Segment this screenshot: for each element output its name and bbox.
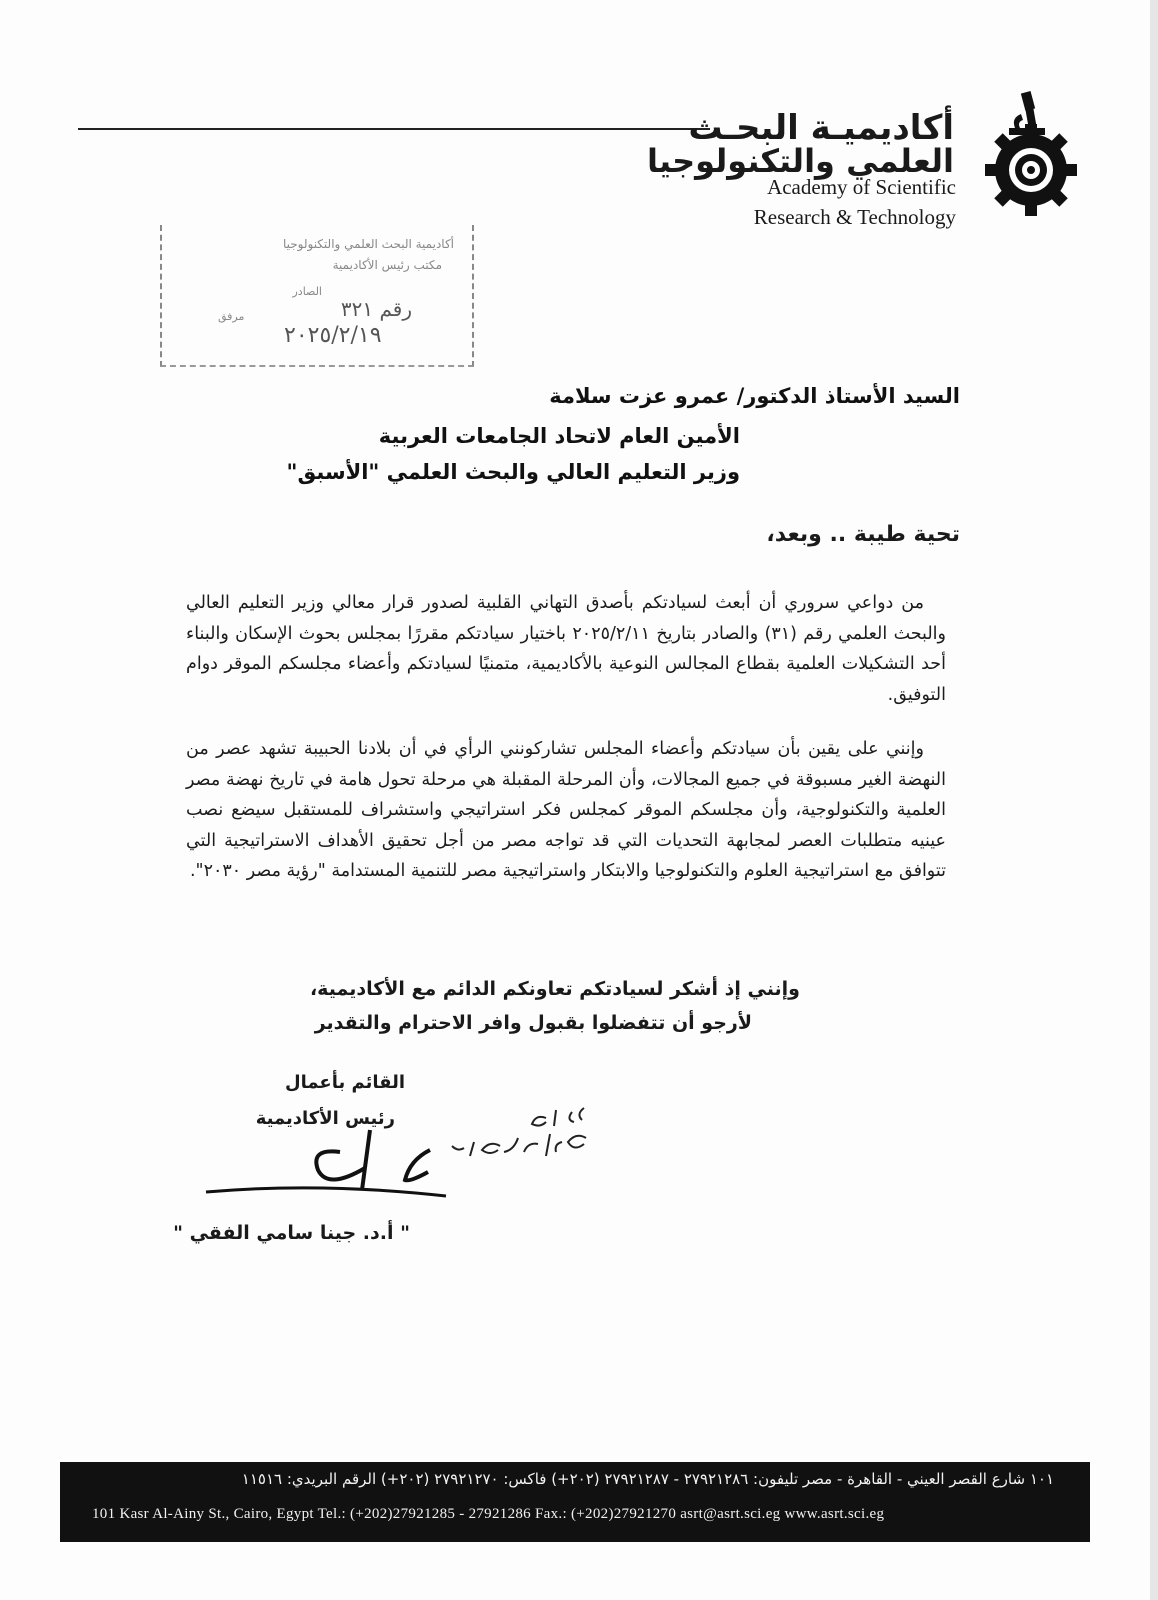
academy-logo-icon xyxy=(975,88,1087,218)
addressee-name: السيد الأستاذ الدكتور/ عمرو عزت سلامة xyxy=(549,384,960,408)
body-paragraph-1-text: من دواعي سروري أن أبعث لسيادتكم بأصدق التهاني القلبية لصدور قرار معالي وزير التعليم العالي والبحث العلمي رقم (٣١) والصادر بتاريخ ٢٠٢٥/٢/١١ باختيار سيادتكم مقررًا بمجلس بحوث الإسكان والبناء أحد التشكيلات العلمية بقطاع المجالس النوعية بالأكاديمية، متمنيًا لسيادتكم وأعضاء مجلسكم الموقر دوام التوفيق. xyxy=(186,593,946,705)
signatory-title-acting: القائم بأعمال xyxy=(284,1072,405,1093)
stamp-attachments: مرفق xyxy=(218,310,245,323)
registry-stamp xyxy=(160,225,474,367)
handwritten-signature xyxy=(200,1120,450,1210)
header-rule xyxy=(78,128,710,130)
org-name-arabic-line2: العلمي والتكنولوجيا xyxy=(647,142,954,180)
body-paragraph-1 xyxy=(186,588,946,710)
closing-thanks: وإنني إذ أشكر لسيادتكم تعاونكم الدائم مع الأكاديمية، xyxy=(309,978,800,1000)
stamp-outgoing-label: الصادر xyxy=(292,285,322,298)
footer-arabic-address: ١٠١ شارع القصر العيني - القاهرة - مصر تليفون: ٢٧٩٢١٢٨٦ - ٢٧٩٢١٢٨٧ (٢٠٢+) فاكس: ٢٧٩٢١٢٧٠ (٢٠٢+) الرقم البريدي: ١١٥١٦ xyxy=(241,1470,1054,1488)
org-name-arabic-line1: أكاديميـة البحـث xyxy=(688,108,954,148)
handwritten-note xyxy=(434,1098,594,1184)
stamp-reference-number: رقم ٣٢١ xyxy=(340,297,412,321)
footer-english-address: 101 Kasr Al-Ainy St., Cairo, Egypt Tel.: (+202)27921285 - 27921286 Fax.: (+202)27921270 asrt@asrt.sci.eg www.asrt.sci.eg xyxy=(92,1506,885,1522)
footer-contact-bar xyxy=(60,1462,1090,1542)
stamp-org-line: أكاديمية البحث العلمي والتكنولوجيا xyxy=(282,237,454,251)
org-name-english-line2: Research & Technology xyxy=(753,205,956,229)
stamp-office-line: مكتب رئيس الأكاديمية xyxy=(332,258,442,272)
greeting: تحية طيبة .. وبعد، xyxy=(766,522,960,547)
closing-regards: لأرجو أن تتفضلوا بقبول وافر الاحترام والتقدير xyxy=(314,1012,752,1034)
body-paragraph-2 xyxy=(186,734,946,887)
addressee-position: الأمين العام لاتحاد الجامعات العربية xyxy=(378,424,740,448)
org-name-english-line1: Academy of Scientific xyxy=(767,175,956,199)
body-paragraph-2-text: وإنني على يقين بأن سيادتكم وأعضاء المجلس تشاركونني الرأي في أن بلادنا الحبيبة تشهد عصر من النهضة الغير مسبوقة في جميع المجالات، وأن المرحلة المقبلة هي مرحلة تحول هامة في تاريخ نهضة مصر العلمية والتكنولوجية، وأن مجلسكم الموقر كمجلس فكر استراتيجي واستشراف للمستقبل سيضع نصب عينيه متطلبات العصر لمجابهة التحديات التي قد تواجه مصر من أجل تحقيق الأهداف الاستراتيجية التي تتوافق مع استراتيجية العلوم والتكنولوجيا والابتكار واستراتيجية مصر للتنمية المستدامة "رؤية مصر ٢٠٣٠". xyxy=(186,739,946,881)
signatory-title-president: رئيس الأكاديمية xyxy=(255,1108,395,1129)
signatory-name: " أ.د. جينا سامي الفقي " xyxy=(173,1222,410,1244)
stamp-date: ٢٠٢٥/٢/١٩ xyxy=(284,323,382,348)
addressee-former-position: وزير التعليم العالي والبحث العلمي "الأسبق" xyxy=(286,460,740,484)
